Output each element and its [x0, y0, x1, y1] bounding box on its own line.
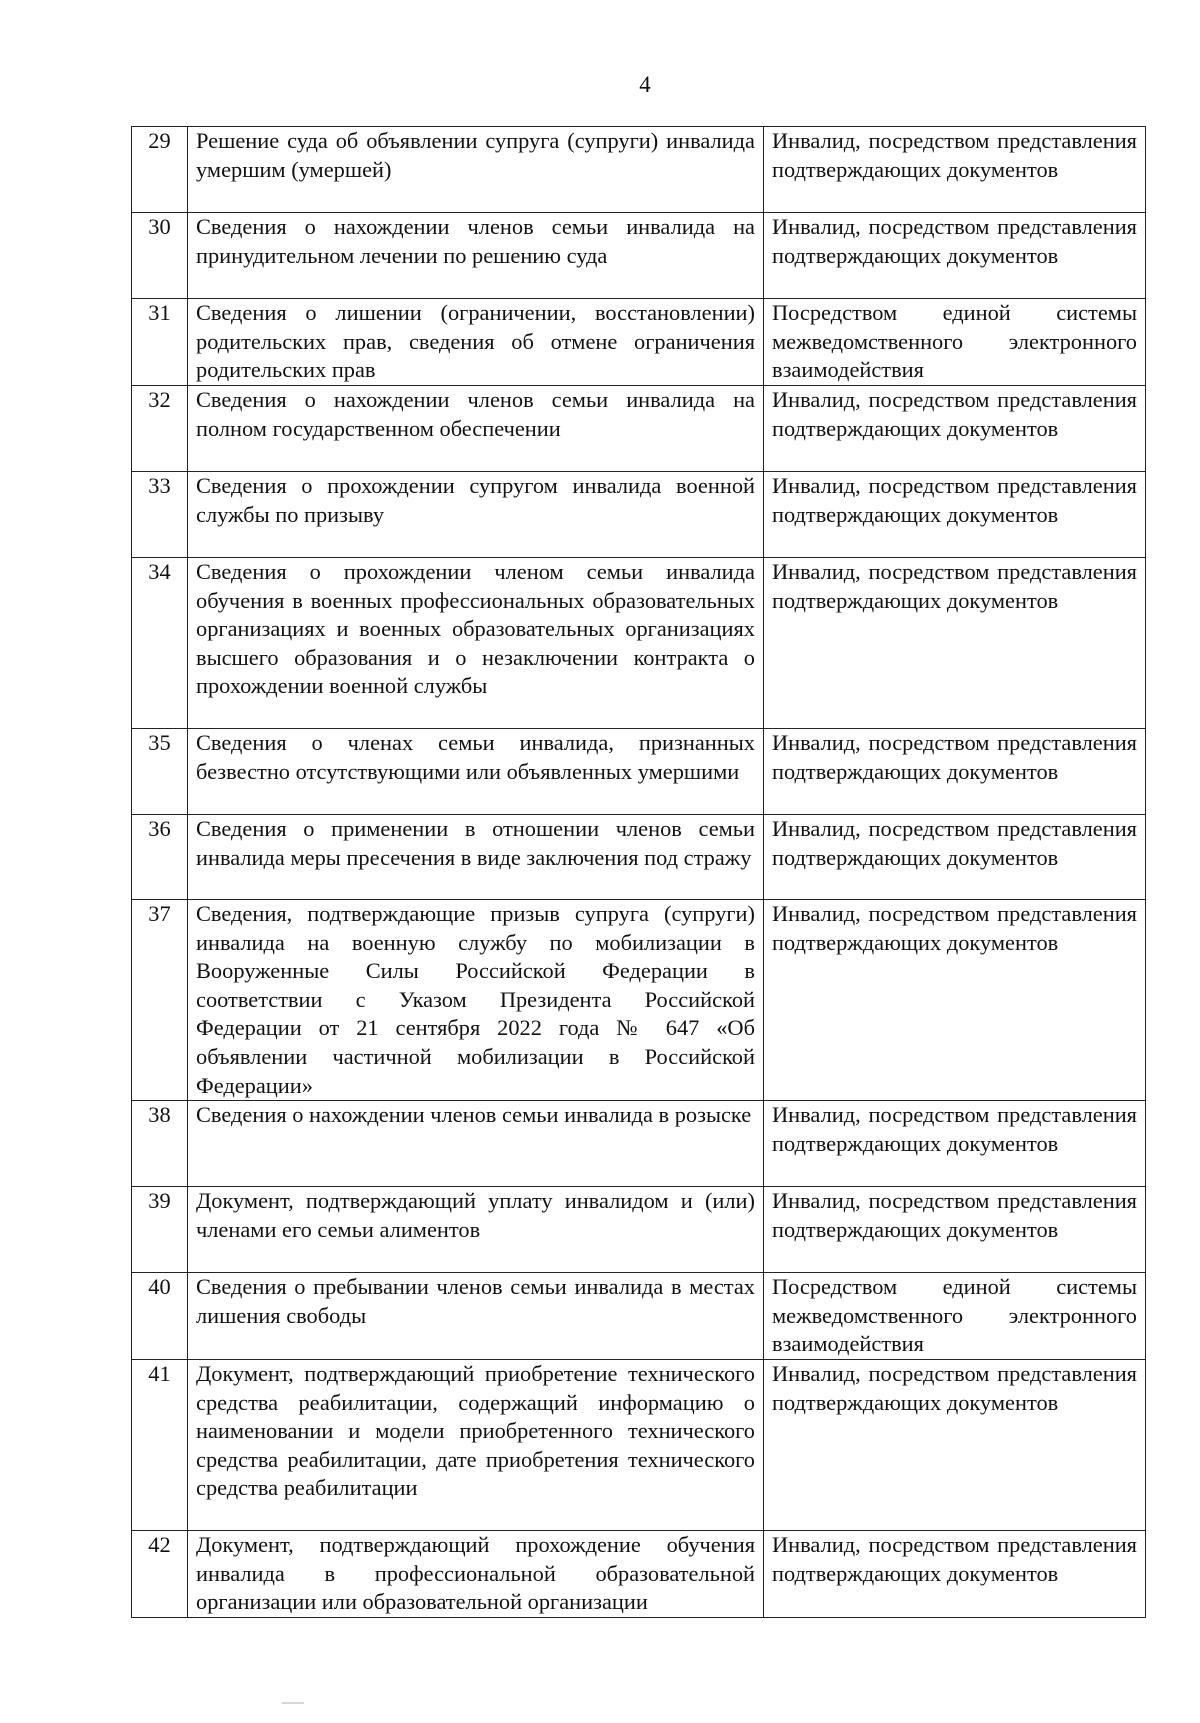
document-description: Сведения о нахождении членов семьи инвалида на принудительном лечении по решению суда: [188, 213, 764, 299]
submission-method: Инвалид, посредством представления подтверждающих документов: [764, 127, 1146, 213]
row-number: 39: [132, 1187, 188, 1273]
document-description: Сведения о прохождении супругом инвалида военной службы по призыву: [188, 472, 764, 558]
submission-method: Инвалид, посредством представления подтверждающих документов: [764, 386, 1146, 472]
row-number: 34: [132, 558, 188, 729]
table-row: [132, 299, 1146, 386]
row-number: 30: [132, 213, 188, 299]
table-row: [132, 729, 1146, 815]
submission-method: Посредством единой системы межведомственного электронного взаимодействия: [764, 1273, 1146, 1360]
table-row: [132, 127, 1146, 213]
document-description: Сведения, подтверждающие призыв супруга (супруги) инвалида на военную службу по мобилизации в Вооруженные Силы Российской Федерации в соответствии с Указом Президента Российской Федерации от 21 сентября 2022 года № 647 «Об объявлении частичной мобилизации в Российской Федерации»: [188, 900, 764, 1101]
submission-method: Инвалид, посредством представления подтверждающих документов: [764, 472, 1146, 558]
row-number: 32: [132, 386, 188, 472]
document-description: Сведения о нахождении членов семьи инвалида на полном государственном обеспечении: [188, 386, 764, 472]
document-description: Решение суда об объявлении супруга (супруги) инвалида умершим (умершей): [188, 127, 764, 213]
row-number: 41: [132, 1359, 188, 1530]
table-row: [132, 1273, 1146, 1360]
page-number: 4: [639, 72, 651, 97]
row-number: 40: [132, 1273, 188, 1360]
row-number: 36: [132, 815, 188, 900]
submission-method: Инвалид, посредством представления подтверждающих документов: [764, 1359, 1146, 1530]
row-number: 31: [132, 299, 188, 386]
scan-artifact: [282, 1702, 304, 1704]
submission-method: Посредством единой системы межведомственного электронного взаимодействия: [764, 299, 1146, 386]
row-number: 37: [132, 900, 188, 1101]
row-number: 33: [132, 472, 188, 558]
document-description: Документ, подтверждающий прохождение обучения инвалида в профессиональной образовательной организации или образовательной организации: [188, 1530, 764, 1617]
table-row: [132, 472, 1146, 558]
table-row: [132, 213, 1146, 299]
row-number: 29: [132, 127, 188, 213]
document-description: Документ, подтверждающий приобретение технического средства реабилитации, содержащий информацию о наименовании и модели приобретенного технического средства реабилитации, дате приобретения технического средства реабилитации: [188, 1359, 764, 1530]
document-description: Сведения о применении в отношении членов семьи инвалида меры пресечения в виде заключения под стражу: [188, 815, 764, 900]
submission-method: Инвалид, посредством представления подтверждающих документов: [764, 558, 1146, 729]
table-row: [132, 1530, 1146, 1617]
table-row: [132, 1101, 1146, 1187]
table-row: [132, 386, 1146, 472]
submission-method: Инвалид, посредством представления подтверждающих документов: [764, 213, 1146, 299]
table-row: [132, 815, 1146, 900]
submission-method: Инвалид, посредством представления подтверждающих документов: [764, 1101, 1146, 1187]
document-description: Сведения о членах семьи инвалида, признанных безвестно отсутствующими или объявленных умершими: [188, 729, 764, 815]
document-description: Сведения о нахождении членов семьи инвалида в розыске: [188, 1101, 764, 1187]
table-row: [132, 1187, 1146, 1273]
table-row: [132, 1359, 1146, 1530]
document-description: Документ, подтверждающий уплату инвалидом и (или) членами его семьи алиментов: [188, 1187, 764, 1273]
table-row: [132, 558, 1146, 729]
submission-method: Инвалид, посредством представления подтверждающих документов: [764, 1530, 1146, 1617]
submission-method: Инвалид, посредством представления подтверждающих документов: [764, 729, 1146, 815]
submission-method: Инвалид, посредством представления подтверждающих документов: [764, 815, 1146, 900]
submission-method: Инвалид, посредством представления подтверждающих документов: [764, 900, 1146, 1101]
document-description: Сведения о пребывании членов семьи инвалида в местах лишения свободы: [188, 1273, 764, 1360]
table-row: [132, 900, 1146, 1101]
row-number: 35: [132, 729, 188, 815]
document-description: Сведения о лишении (ограничении, восстановлении) родительских прав, сведения об отмене ограничения родительских прав: [188, 299, 764, 386]
submission-method: Инвалид, посредством представления подтверждающих документов: [764, 1187, 1146, 1273]
row-number: 38: [132, 1101, 188, 1187]
document-description: Сведения о прохождении членом семьи инвалида обучения в военных профессиональных образовательных организациях и военных образовательных организациях высшего образования и о незаключении контракта о прохождении военной службы: [188, 558, 764, 729]
documents-table: [131, 126, 1146, 1618]
row-number: 42: [132, 1530, 188, 1617]
